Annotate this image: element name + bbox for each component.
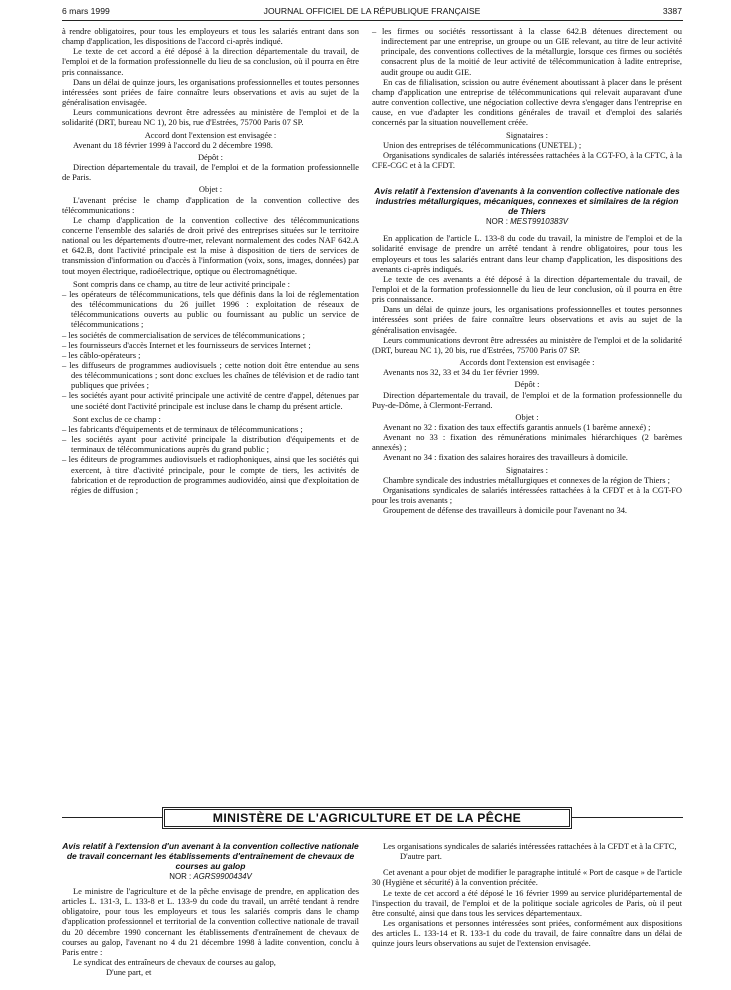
paragraph: Leurs communications devront être adressées au ministère de l'emploi et de la solidarité (DRT, bureau NC 1), 20 bis, rue d'Estrées, 75700 Paris 07 SP. bbox=[62, 107, 359, 128]
section-label: Dépôt : bbox=[514, 379, 540, 390]
nor-reference bbox=[372, 216, 682, 227]
section-label: Dépôt : bbox=[197, 151, 224, 162]
paragraph: Leurs communications devront être adressées au ministère de l'emploi et de la solidarité (DRT, bureau NC 1), 20 bis, rue d'Estrées, 75700 Paris 07 SP. bbox=[372, 334, 682, 355]
paragraph: Groupement de défense des travailleurs à domicile pour l'avenant no 34. bbox=[383, 505, 628, 516]
list-item: – les fabricants d'équipements et de terminaux de télécommunications ; bbox=[62, 423, 303, 434]
paragraph: En cas de filialisation, scission ou autre événement aboutissant à placer dans le présent champ d'application une entreprise de télécommunications qui relevait auparavant d'une autre convention collective, une négociation collective devra s'engager dans l'entreprise en cause, en vue d'adapter les conditions générales de travail et d'emploi des salariés concernés par la situation nouvellement créée. bbox=[372, 76, 682, 128]
section-label: Accords dont l'extension est envisagée : bbox=[459, 357, 595, 368]
list-item: – les sociétés ayant pour activité principale une activité de centre d'appel, détenues par une société dont l'activité principale est incluse dans le champ du présent article. bbox=[62, 390, 359, 411]
section-label: Objet : bbox=[515, 411, 539, 422]
section-label: Objet : bbox=[198, 184, 223, 195]
paragraph: à rendre obligatoires, pour tous les employeurs et tous les salariés entrant dans son champ d'application, les dispositions de l'accord ci-après indiqué. bbox=[62, 26, 359, 47]
paragraph: Le syndicat des entraîneurs de chevaux de courses au galop, bbox=[73, 957, 276, 968]
list-item: – les câblo-opérateurs ; bbox=[62, 349, 141, 360]
notice-title: Avis relatif à l'extension d'un avenant à la convention collective nationale de travail concernant les établissements d'entraînement de chevaux de courses au galop bbox=[62, 841, 359, 871]
paragraph: Le ministre de l'agriculture et de la pêche envisage de prendre, en application des articles L. 131-3, L. 133-8 et L. 133-9 du code du travail, un arrêté tendant à rendre obligatoire, pour tous les employeurs et tous les salariés compris dans le champ d'application professionnel et territorial de la convention collective nationale de travail du 20 décembre 1990 concernant les établissements d'entraînement de chevaux de courses au galop, l'avenant no 4 du 21 décembre 1998 à ladite convention, conclu à Paris entre : bbox=[62, 886, 359, 957]
list-item: – les opérateurs de télécommunications, tels que définis dans la loi de réglementation des télécommunications du 26 juillet 1996 : exploitation de réseaux de télécommunications ouverts au public ou fournissant au public un service de télécommunications ; bbox=[62, 288, 359, 330]
paragraph: Direction départementale du travail, de l'emploi et de la formation professionnelle du Puy-de-Dôme, à Clermont-Ferrand. bbox=[372, 389, 682, 410]
column-bottom-right bbox=[372, 841, 682, 949]
list-item: – les sociétés ayant pour activité principale la distribution d'équipements et de terminaux de télécommunications auprès du grand public ; bbox=[62, 434, 359, 455]
list-item: – les sociétés de commercialisation de services de télécommunications ; bbox=[62, 329, 305, 340]
nor-label: NOR : bbox=[169, 872, 192, 881]
header-journal-title: JOURNAL OFFICIEL DE LA RÉPUBLIQUE FRANÇAISE bbox=[263, 6, 481, 16]
section-label: Signataires : bbox=[506, 129, 548, 140]
nor-code: MEST9910383V bbox=[510, 217, 569, 227]
paragraph: Le texte de cet accord a été déposé le 16 février 1999 au service pluridépartemental de l'inspection du travail, de l'emploi et de la politique sociale agricoles de Paris, où il peut être consulté, ainsi que dans tous les services départementaux. bbox=[372, 887, 682, 918]
ministry-rule-left bbox=[62, 817, 162, 818]
paragraph: Le texte de ces avenants a été déposé à la direction départementale du travail, de l'emploi et de la formation professionnelle du lieu de leur conclusion, où il pourra en être pris connaissance. bbox=[372, 273, 682, 305]
paragraph: Dans un délai de quinze jours, les organisations professionnelles et toutes personnes intéressées sont priées de faire connaître leurs observations et avis au sujet de la généralisation envisagée. bbox=[62, 76, 359, 108]
header-rule bbox=[62, 20, 683, 21]
list-item: – les diffuseurs de programmes audiovisuels ; cette notion doit être entendue au sens des télécommunications ; sont donc exclues les chaînes de télévision et de radio tant publiques que privées ; bbox=[62, 360, 359, 391]
paragraph: L'avenant précise le champ d'application de la convention collective des télécommunications : bbox=[62, 194, 359, 215]
section-label: Signataires : bbox=[506, 464, 548, 475]
paragraph: Avenant no 33 : fixation des rémunérations minimales hiérarchiques (2 barèmes annexés) ; bbox=[372, 432, 682, 453]
paragraph: Le texte de cet accord a été déposé à la direction départementale du travail, de l'emploi et de la formation professionnelle du lieu de sa conclusion, où il pourra en être pris connaissance. bbox=[62, 46, 359, 77]
section-label: Sont compris dans ce champ, au titre de leur activité principale : bbox=[73, 278, 290, 289]
paragraph: Direction départementale du travail, de l'emploi et de la formation professionnelle de Paris. bbox=[62, 162, 359, 183]
ministry-title: MINISTÈRE DE L'AGRICULTURE ET DE LA PÊCHE bbox=[212, 811, 522, 825]
paragraph: Avenant no 34 : fixation des salaires horaires des travailleurs à domicile. bbox=[383, 452, 628, 463]
paragraph: Avenant no 32 : fixation des taux effectifs garantis annuels (1 barème annexé) ; bbox=[383, 422, 651, 432]
paragraph: Les organisations et personnes intéressées sont priées, conformément aux dispositions des articles L. 133-14 et R. 133-1 du code du travail, de faire connaître dans un délai de quinze jours leurs observations au sujet de l'extension envisagée. bbox=[372, 918, 682, 949]
section-label: Accord dont l'extension est envisagée : bbox=[144, 129, 277, 140]
list-item: – les firmes ou sociétés ressortissant à la classe 642.B détenues directement ou indirectement par une entreprise, un groupe ou un GIE relevant, au titre de leur activité principale, des conventions collectives de la métallurgie, lorsque ces firmes ou sociétés consacrent plus de la moitié de leur activité de télécommunication à ladite entreprise, audit groupe ou audit GIE. bbox=[372, 26, 682, 77]
page-header bbox=[62, 6, 682, 20]
nor-code: AGRS9900434V bbox=[193, 872, 252, 881]
paragraph: Organisations syndicales de salariés intéressées rattachées à la CGT-FO, à la CFTC, à la CFE-CGC et à la CFDT. bbox=[372, 149, 682, 171]
notice-title: Avis relatif à l'extension d'avenants à la convention collective nationale des industries métallurgiques, mécaniques, connexes et similaires de la région de Thiers bbox=[374, 186, 680, 217]
paragraph: Chambre syndicale des industries métallurgiques et connexes de la région de Thiers ; bbox=[383, 474, 670, 485]
paragraph: Cet avenant a pour objet de modifier le paragraphe intitulé « Port de casque » de l'article 30 (Hygiène et sécurité) à la convention précitée. bbox=[372, 867, 682, 888]
paragraph: D'autre part. bbox=[400, 851, 442, 862]
paragraph: En application de l'article L. 133-8 du code du travail, la ministre de l'emploi et de la solidarité envisage de prendre un arrêté tendant à rendre obligatoires, pour tous les employeurs et tous les salariés entrant dans leur champ d'application, les dispositions des avenants ci-après indiqués. bbox=[372, 233, 682, 274]
ministry-rule-right bbox=[572, 817, 683, 818]
paragraph: Organisations syndicales de salariés intéressées rattachées à la CFDT et à la CGT-FO pour les trois avenants ; bbox=[372, 484, 682, 506]
nor-reference bbox=[62, 871, 359, 882]
column-bottom-left bbox=[62, 841, 359, 977]
paragraph: Les organisations syndicales de salariés intéressées rattachées à la CFDT et à la CFTC, bbox=[383, 841, 677, 851]
paragraph: Le champ d'application de la convention collective des télécommunications concerne l'ensemble des salariés de droit privé des entreprises situées sur le territoire national ou les départements d'outre-mer, relevant normalement des codes NAF 642.A et 642.B, dont l'activité principale est la mise à disposition de tiers de services de transmission d'information ou d'accès à l'information (voix, sons, images, données) par tout moyen électrique, radioélectrique, optique ou électromagnétique. bbox=[62, 214, 359, 276]
nor-label: NOR : bbox=[485, 217, 508, 227]
section-label: Sont exclus de ce champ : bbox=[73, 413, 161, 424]
paragraph: Avenants nos 32, 33 et 34 du 1er février 1999. bbox=[383, 367, 540, 378]
paragraph: Union des entreprises de télécommunications (UNETEL) ; bbox=[383, 139, 582, 150]
list-item: – les éditeurs de programmes audiovisuels et radiophoniques, ainsi que les sociétés qui exercent, à titre d'activité principale, pour le compte de tiers, les activités de fabrication et de reproduction de programmes audiovidéo, ainsi que d'exploitation de régies de diffusion ; bbox=[62, 454, 359, 495]
list-item: – les fournisseurs d'accès Internet et les fournisseurs de services Internet ; bbox=[62, 339, 311, 350]
header-date: 6 mars 1999 bbox=[62, 6, 110, 16]
column-left bbox=[62, 26, 359, 495]
paragraph: Avenant du 18 février 1999 à l'accord du 2 décembre 1998. bbox=[73, 139, 273, 150]
header-page-number: 3387 bbox=[662, 6, 682, 16]
paragraph: D'une part, et bbox=[106, 967, 152, 978]
ministry-banner bbox=[162, 807, 572, 829]
column-right bbox=[372, 26, 682, 515]
paragraph: Dans un délai de quinze jours, les organisations professionnelles et toutes personnes intéressées sont priées de faire connaître leurs observations et avis au sujet de la généralisation envisagée. bbox=[372, 304, 682, 335]
